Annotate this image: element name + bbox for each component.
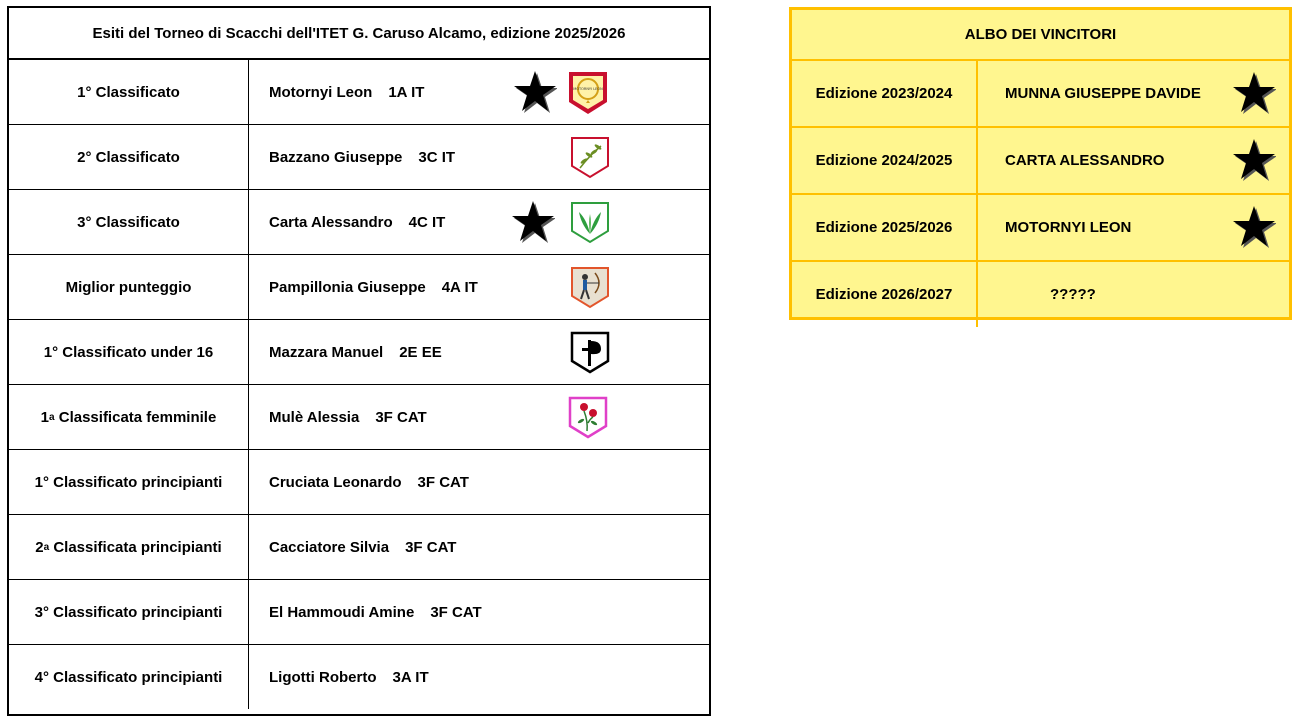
- player-class: 3A IT: [392, 668, 429, 686]
- result-row: [9, 125, 709, 190]
- position-label: Miglior punteggio: [9, 255, 249, 319]
- player-name: Cacciatore Silvia: [269, 538, 390, 556]
- results-title: Esiti del Torneo di Scacchi dell'ITET G. Caruso Alcamo, edizione 2025/2026: [9, 8, 709, 60]
- position-label: 4° Classificato principianti: [9, 645, 249, 709]
- player-class: 3F CAT: [405, 538, 457, 556]
- winner-name: CARTA ALESSANDRO: [1005, 152, 1165, 169]
- position-label: 1° Classificato under 16: [9, 320, 249, 384]
- player-name: Mazzara Manuel: [269, 343, 384, 361]
- result-row: [9, 515, 709, 580]
- winner-name: ?????: [1050, 286, 1096, 303]
- albo-title: ALBO DEI VINCITORI: [792, 10, 1289, 61]
- position-label: 3° Classificato: [9, 190, 249, 254]
- player-class: 1A IT: [388, 83, 425, 101]
- result-row: [9, 255, 709, 320]
- edition-label: Edizione 2024/2025: [792, 128, 978, 193]
- albo-row: [792, 195, 1289, 262]
- result-row: [9, 320, 709, 385]
- result-row: [9, 580, 709, 645]
- svg-text:MOTORNYI LEON: MOTORNYI LEON: [573, 87, 603, 91]
- result-row: [9, 385, 709, 450]
- player-name: El Hammoudi Amine: [269, 603, 415, 621]
- edition-label: Edizione 2026/2027: [792, 262, 978, 327]
- star-icon: [1232, 138, 1276, 182]
- axe-badge-icon: [569, 330, 611, 376]
- player-class: 4A IT: [441, 278, 478, 296]
- position-label: 1 a Classificata femminile: [9, 385, 249, 449]
- result-row: [9, 190, 709, 255]
- result-row: [9, 645, 709, 709]
- player-name: Bazzano Giuseppe: [269, 148, 403, 166]
- winner-name: MOTORNYI LEON: [1005, 219, 1132, 236]
- star-icon: [513, 70, 557, 114]
- results-table: [7, 6, 711, 716]
- result-row: [9, 450, 709, 515]
- albo-row: [792, 61, 1289, 128]
- olive-branch-badge-icon: [569, 135, 611, 181]
- player-name: Pampillonia Giuseppe: [269, 278, 426, 296]
- edition-label: Edizione 2025/2026: [792, 195, 978, 260]
- winner-name: MUNNA GIUSEPPE DAVIDE: [1005, 85, 1201, 102]
- star-icon: [1232, 205, 1276, 249]
- player-name: Motornyi Leon: [269, 83, 373, 101]
- player-name: Mulè Alessia: [269, 408, 360, 426]
- leaves-badge-icon: [569, 200, 611, 246]
- position-label: 2 a Classificata principianti: [9, 515, 249, 579]
- albo-row: [792, 262, 1289, 327]
- position-label: 1° Classificato: [9, 60, 249, 124]
- trophy-badge-icon: [567, 70, 609, 116]
- position-label: 3° Classificato principianti: [9, 580, 249, 644]
- star-icon: [511, 200, 555, 244]
- player-class: 4C IT: [408, 213, 446, 231]
- player-class: 3F CAT: [375, 408, 427, 426]
- player-class: 3C IT: [418, 148, 456, 166]
- result-row: [9, 60, 709, 125]
- archer-badge-icon: [569, 265, 611, 311]
- player-class: 2E EE: [399, 343, 442, 361]
- position-label: 1° Classificato principianti: [9, 450, 249, 514]
- player-class: 3F CAT: [417, 473, 469, 491]
- player-class: 3F CAT: [430, 603, 482, 621]
- player-name: Cruciata Leonardo: [269, 473, 402, 491]
- edition-label: Edizione 2023/2024: [792, 61, 978, 126]
- star-icon: [1232, 71, 1276, 115]
- albo-row: [792, 128, 1289, 195]
- player-name: Ligotti Roberto: [269, 668, 377, 686]
- albo-vincitori-table: [789, 7, 1292, 320]
- rose-badge-icon: [567, 395, 609, 441]
- player-name: Carta Alessandro: [269, 213, 393, 231]
- position-label: 2° Classificato: [9, 125, 249, 189]
